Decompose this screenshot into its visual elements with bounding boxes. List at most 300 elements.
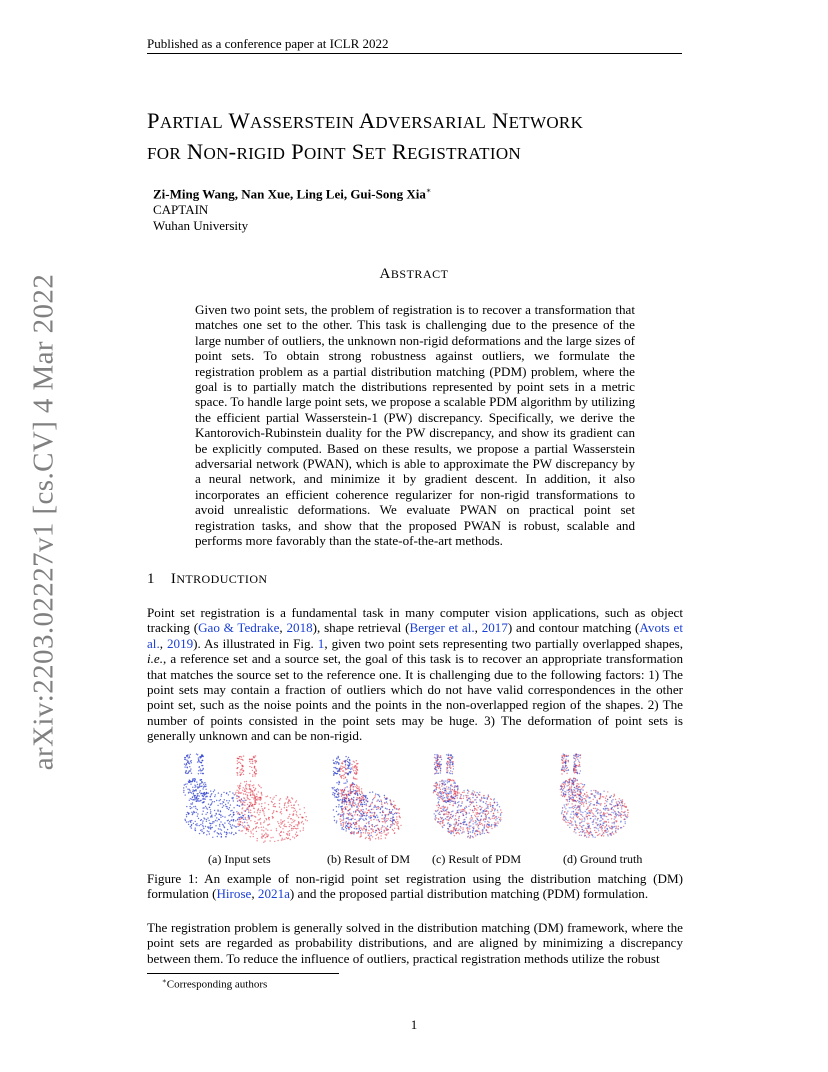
cloud-point [234,825,235,826]
cloud-point [578,789,579,790]
cloud-point [438,795,439,796]
cloud-point [469,798,470,799]
cloud-point [192,787,193,788]
cloud-point [439,797,440,798]
cloud-point [621,817,622,818]
cloud-point [338,806,339,807]
cloud-point [574,787,575,788]
cloud-point [579,789,580,790]
cloud-point [571,824,572,825]
cloud-point [188,772,189,773]
point-cloud [235,755,308,843]
cloud-point [562,807,563,808]
cloud-point [597,825,598,826]
cloud-point [364,799,365,800]
cloud-point [377,794,378,795]
cloud-point [361,802,362,803]
cloud-point [451,795,452,796]
cloud-point [240,759,241,760]
cloud-point [346,806,347,807]
cloud-point [370,839,371,840]
cloud-point [264,808,265,809]
cloud-point [452,773,453,774]
cloud-point [394,820,395,821]
cloud-point [619,803,620,804]
cloud-point [240,821,241,822]
cloud-point [352,818,353,819]
cloud-point [396,825,397,826]
cloud-point [298,804,299,805]
cloud-point [356,778,357,779]
figure-ref-link[interactable]: 1 [317,635,325,651]
cloud-point [470,835,471,836]
cloud-point [456,795,457,796]
cloud-point [489,826,490,827]
cloud-point [484,825,485,826]
cloud-point [589,804,590,805]
cloud-point [333,760,334,761]
cloud-point [292,836,293,837]
cloud-point [499,819,500,820]
cloud-point [348,798,349,799]
cloud-point [467,800,468,801]
cloud-point [574,761,575,762]
cloud-point [607,835,608,836]
cloud-point [488,817,489,818]
cloud-point [336,820,337,821]
header-rule [147,53,682,54]
cloud-point [603,791,604,792]
cloud-point [400,817,401,818]
cloud-point [192,799,193,800]
cloud-point [277,821,278,822]
cloud-point [374,805,375,806]
cloud-point [351,764,352,765]
cloud-point [237,801,238,802]
cloud-point [225,804,226,805]
cloud-point [458,832,459,833]
cloud-point [244,802,245,803]
cloud-point [435,767,436,768]
cloud-point [252,776,253,777]
cloud-point [341,790,342,791]
cloud-point [566,799,567,800]
cloud-point [452,756,453,757]
cloud-point [364,815,365,816]
cloud-point [191,804,192,805]
cloud-point [207,812,208,813]
cloud-point [395,822,396,823]
cloud-point [244,789,245,790]
cloud-point [360,813,361,814]
cloud-point [359,801,360,802]
cloud-point [382,811,383,812]
cloud-point [348,814,349,815]
cloud-point [597,819,598,820]
cloud-point [302,821,303,822]
cloud-point [357,795,358,796]
cloud-point [434,762,435,763]
cloud-point [366,803,367,804]
cloud-point [580,811,581,812]
cloud-point [274,803,275,804]
cloud-point [603,808,604,809]
cloud-point [577,800,578,801]
cloud-point [452,786,453,787]
cloud-point [463,824,464,825]
cloud-point [265,828,266,829]
cloud-point [604,806,605,807]
cloud-point [468,806,469,807]
citation-year-link[interactable]: 2018 [286,620,313,636]
cloud-point [487,804,488,805]
citation-link[interactable]: Berger et al. [409,620,475,636]
cloud-point [263,822,264,823]
cloud-point [446,813,447,814]
cloud-point [386,820,387,821]
cloud-point [273,806,274,807]
cloud-point [572,807,573,808]
cloud-point [365,832,366,833]
cloud-point [565,821,566,822]
cloud-point [288,802,289,803]
cloud-point [365,797,366,798]
cloud-point [436,773,437,774]
cloud-point [482,813,483,814]
page-number: 1 [410,1017,418,1032]
cloud-point [241,830,242,831]
cloud-point [189,766,190,767]
cloud-point [192,797,193,798]
cloud-point [482,810,483,811]
cloud-point [364,825,365,826]
cloud-point [237,760,238,761]
cloud-point [236,798,237,799]
cloud-point [346,821,347,822]
cloud-point [453,797,454,798]
cloud-point [242,800,243,801]
cloud-point [238,805,239,806]
cloud-point [246,781,247,782]
cloud-point [286,837,287,838]
text-run: Point set registration is a fundamental task in many computer vision applications, such as object tracking ( [147,605,683,636]
cloud-point [363,826,364,827]
cloud-point [369,811,370,812]
cloud-point [462,811,463,812]
cloud-point [302,817,303,818]
cloud-point [436,805,437,806]
cloud-point [566,756,567,757]
cloud-point [257,797,258,798]
cloud-point [565,817,566,818]
cloud-point [396,808,397,809]
cloud-point [475,821,476,822]
cloud-point [276,828,277,829]
cloud-point [241,812,242,813]
cloud-point [183,790,184,791]
cloud-point [454,835,455,836]
cloud-point [340,799,341,800]
cloud-point [369,837,370,838]
cloud-point [209,807,210,808]
cloud-point [617,814,618,815]
cloud-point [190,768,191,769]
cloud-point [250,836,251,837]
cloud-point [581,788,582,789]
cloud-point [469,828,470,829]
cloud-point [395,812,396,813]
cloud-point [579,773,580,774]
cloud-point [359,789,360,790]
cloud-point [583,802,584,803]
cloud-point [352,768,353,769]
cloud-point [487,814,488,815]
cloud-point [458,792,459,793]
cloud-point [254,772,255,773]
cloud-point [561,788,562,789]
cloud-point [255,771,256,772]
cloud-point [569,799,570,800]
cloud-point [342,770,343,771]
cloud-point [497,823,498,824]
cloud-point [449,757,450,758]
cloud-point [256,831,257,832]
cloud-point [564,819,565,820]
cloud-point [212,837,213,838]
cloud-point [382,821,383,822]
cloud-point [229,807,230,808]
cloud-point [208,831,209,832]
cloud-point [603,835,604,836]
cloud-point [287,797,288,798]
cloud-point [256,796,257,797]
cloud-point [344,799,345,800]
cloud-point [487,806,488,807]
cloud-point [585,811,586,812]
cloud-point [233,807,234,808]
cloud-point [355,791,356,792]
cloud-point [360,815,361,816]
cloud-point [192,802,193,803]
cloud-point [190,784,191,785]
cloud-point [358,808,359,809]
citation-year-link[interactable]: 2017 [481,620,508,636]
cloud-point [387,826,388,827]
cloud-point [581,818,582,819]
cloud-point [202,788,203,789]
cloud-point [434,773,435,774]
cloud-point [617,808,618,809]
citation-link[interactable]: Avots et al. [147,620,683,651]
cloud-point [238,821,239,822]
cloud-point [295,834,296,835]
cloud-point [593,813,594,814]
cloud-point [448,822,449,823]
cloud-point [615,799,616,800]
cloud-point [350,833,351,834]
cloud-point [437,756,438,757]
cloud-point [352,766,353,767]
cloud-point [349,799,350,800]
cloud-point [365,826,366,827]
cloud-point [248,809,249,810]
cloud-point [437,766,438,767]
cloud-point [447,788,448,789]
cloud-point [394,832,395,833]
cloud-point [596,827,597,828]
footnote-marker: ∗ [162,977,167,985]
cloud-point [250,781,251,782]
cloud-point [202,822,203,823]
cloud-point [356,806,357,807]
cloud-point [455,830,456,831]
cloud-point [484,798,485,799]
cloud-point [192,778,193,779]
cloud-point [599,812,600,813]
cloud-point [332,794,333,795]
cloud-point [346,802,347,803]
cloud-point [599,833,600,834]
cloud-point [205,806,206,807]
cloud-point [396,819,397,820]
cloud-point [356,828,357,829]
cloud-point [281,823,282,824]
cloud-point [474,799,475,800]
cloud-point [260,787,261,788]
cloud-point [470,831,471,832]
cloud-point [467,836,468,837]
cloud-point [366,808,367,809]
cloud-point [208,804,209,805]
cloud-point [456,786,457,787]
cloud-point [377,825,378,826]
section-title: INTRODUCTION [170,571,268,587]
cloud-point [565,818,566,819]
cloud-point [450,787,451,788]
cloud-point [614,823,615,824]
cloud-point [204,782,205,783]
cloud-point [612,822,613,823]
cloud-point [212,827,213,828]
cloud-point [581,822,582,823]
cloud-point [339,782,340,783]
cloud-point [594,827,595,828]
cloud-point [479,822,480,823]
cloud-point [587,824,588,825]
citation-link[interactable]: Gao & Tedrake [198,620,280,636]
cloud-point [352,784,353,785]
cloud-point [493,815,494,816]
cloud-point [608,822,609,823]
cloud-point [578,754,579,755]
cloud-point [246,788,247,789]
cloud-point [345,764,346,765]
cloud-point [437,759,438,760]
cloud-point [359,793,360,794]
cloud-point [259,799,260,800]
cloud-point [475,830,476,831]
cloud-point [286,798,287,799]
cloud-point [449,804,450,805]
cloud-point [369,836,370,837]
cloud-point [458,801,459,802]
cloud-point [370,817,371,818]
cloud-point [476,805,477,806]
cloud-point [205,826,206,827]
cloud-point [293,826,294,827]
citation-year-link[interactable]: 2021a [257,886,290,902]
citation-link[interactable]: Hirose [216,886,252,902]
cloud-point [274,806,275,807]
cloud-point [255,760,256,761]
subcaption-a: (a) Input sets [208,852,271,866]
cloud-point [248,818,249,819]
cloud-point [197,786,198,787]
cloud-point [440,817,441,818]
cloud-point [447,828,448,829]
cloud-point [597,801,598,802]
cloud-point [593,795,594,796]
cloud-point [593,804,594,805]
cloud-point [574,795,575,796]
cloud-point [472,802,473,803]
cloud-point [231,810,232,811]
cloud-point [611,804,612,805]
cloud-point [460,794,461,795]
cloud-point [490,819,491,820]
cloud-point [468,831,469,832]
citation-year-link[interactable]: 2019 [166,635,194,651]
cloud-point [263,842,264,843]
cloud-point [351,767,352,768]
cloud-point [440,772,441,773]
cloud-point [363,832,364,833]
cloud-point [343,783,344,784]
cloud-point [486,825,487,826]
cloud-point [276,811,277,812]
cloud-point [343,794,344,795]
cloud-point [233,800,234,801]
cloud-point [494,824,495,825]
cloud-point [611,815,612,816]
cloud-point [376,809,377,810]
cloud-point [250,831,251,832]
cloud-point [603,796,604,797]
cloud-point [575,832,576,833]
cloud-point [613,812,614,813]
cloud-point [198,773,199,774]
cloud-point [475,812,476,813]
cloud-point [568,822,569,823]
cloud-point [372,829,373,830]
cloud-point [375,816,376,817]
cloud-point [187,812,188,813]
cloud-point [481,797,482,798]
cloud-point [396,823,397,824]
cloud-point [581,804,582,805]
cloud-point [298,823,299,824]
cloud-point [286,810,287,811]
cloud-point [587,796,588,797]
cloud-point [188,824,189,825]
cloud-point [439,781,440,782]
cloud-point [298,821,299,822]
cloud-point [198,798,199,799]
cloud-point [339,818,340,819]
cloud-point [575,756,576,757]
cloud-point [194,799,195,800]
cloud-point [455,829,456,830]
